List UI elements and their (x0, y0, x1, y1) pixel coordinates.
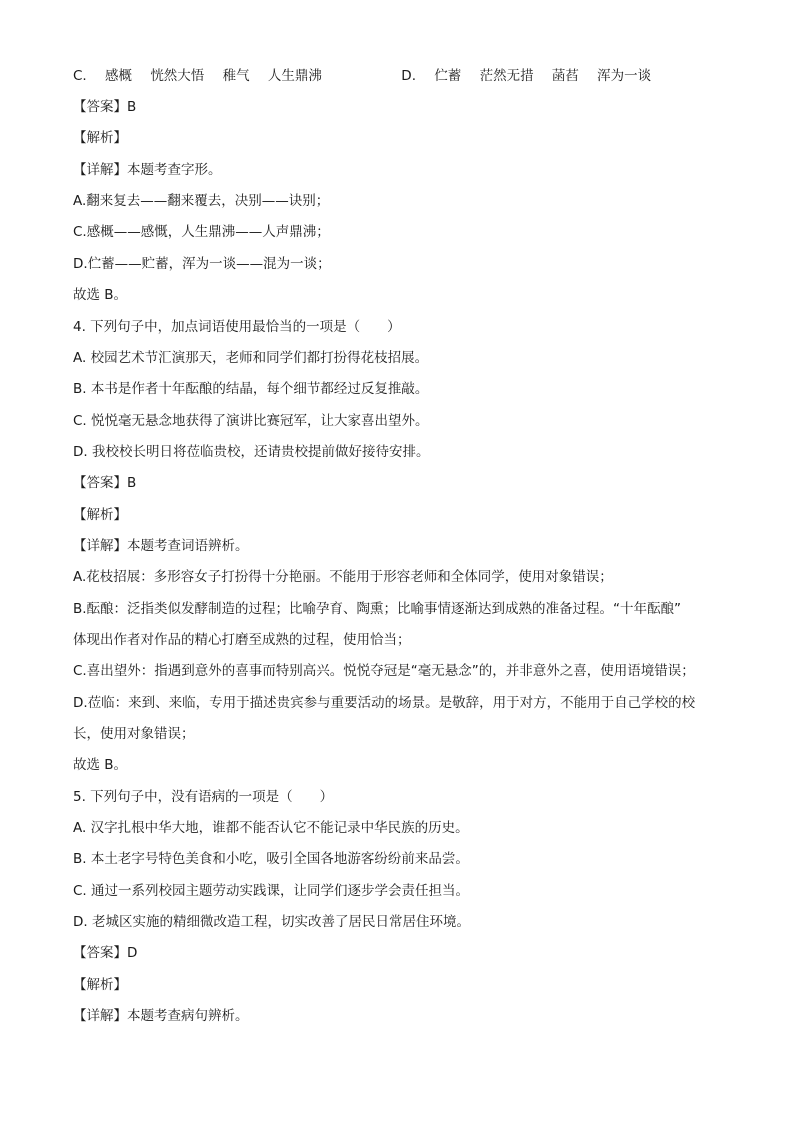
option-c (73, 67, 397, 85)
question-4-option-b: B. 本书是作者十年酝酿的结晶，每个细节都经过反复推敲。 (73, 381, 429, 397)
question-4-title: 4. 下列句子中，加点词语使用最恰当的一项是（ ） (73, 319, 401, 335)
detail-text: 长，使用对象错误； (73, 726, 195, 742)
question-4-option-d: D. 我校校长明日将莅临贵校，还请贵校提前做好接待安排。 (73, 444, 430, 460)
question-4-option-a: A. 校园艺术节汇演那天，老师和同学们都打扮得花枝招展。 (73, 350, 429, 366)
detail-text: D.莅临：来到、来临，专用于描述贵宾参与重要活动的场景。是敬辞，用于对方，不能用于自己学校的校 (73, 695, 696, 711)
option-c-word-1: 感概 (105, 68, 133, 84)
question-5-option-c: C. 通过一系列校园主题劳动实践课，让同学们逐步学会责任担当。 (73, 883, 470, 899)
question-5-title: 5. 下列句子中，没有语病的一项是（ ） (73, 789, 334, 805)
detail-text: A.花枝招展：多形容女子打扮得十分艳丽。不能用于形容老师和全体同学，使用对象错误； (73, 569, 613, 585)
question-5-option-b: B. 本土老字号特色美食和小吃，吸引全国各地游客纷纷前来品尝。 (73, 851, 469, 867)
detail-text: B.酝酿：泛指类似发酵制造的过程；比喻孕育、陶熏；比喻事情逐渐达到成熟的准备过程。“十年酝酿” (73, 601, 682, 617)
option-c-word-4: 人生鼎沸 (267, 68, 322, 84)
option-d-label: D. (401, 68, 416, 84)
detail-text: 体现出作者对作品的精心打磨至成熟的过程，使用恰当； (73, 632, 411, 648)
option-d-word-4: 浑为一谈 (597, 68, 652, 84)
detail-text: C.感概——感慨，人生鼎沸——人声鼎沸； (73, 224, 330, 240)
question-4-option-c: C. 悦悦毫无悬念地获得了演讲比赛冠军，让大家喜出望外。 (73, 413, 429, 429)
detail-text: 【详解】本题考查病句辨析。 (73, 1008, 249, 1024)
analysis-label: 【解析】 (73, 130, 127, 146)
conclusion-text: 故选 B。 (73, 287, 128, 303)
detail-text: C.喜出望外：指遇到意外的喜事而特别高兴。悦悦夺冠是“毫无悬念”的，并非意外之喜，使用语境错误； (73, 663, 695, 679)
option-d-word-3: 菡萏 (551, 68, 579, 84)
detail-text: 【详解】本题考查字形。 (73, 162, 222, 178)
detail-text: D.伫蓄——贮蓄，浑为一谈——混为一谈； (73, 256, 331, 272)
question-5-option-a: A. 汉字扎根中华大地，谁都不能否认它不能记录中华民族的历史。 (73, 820, 469, 836)
option-c-label: C. (73, 68, 87, 84)
answer-label: 【答案】B (73, 475, 137, 491)
answer-label: 【答案】B (73, 99, 137, 115)
option-c-word-2: 恍然大悟 (150, 68, 205, 84)
answer-label: 【答案】D (73, 945, 138, 961)
analysis-label: 【解析】 (73, 507, 127, 523)
option-d-word-1: 伫蓄 (434, 68, 462, 84)
detail-text: A.翻来复去——翻来覆去，决别——诀别； (73, 193, 330, 209)
question-5-option-d: D. 老城区实施的精细微改造工程，切实改善了居民日常居住环境。 (73, 914, 470, 930)
option-d (401, 67, 651, 85)
analysis-label: 【解析】 (73, 977, 127, 993)
conclusion-text: 故选 B。 (73, 757, 128, 773)
options-row-c-d (73, 67, 724, 85)
detail-text: 【详解】本题考查词语辨析。 (73, 538, 249, 554)
option-c-word-3: 稚气 (222, 68, 250, 84)
option-d-word-2: 茫然无措 (479, 68, 534, 84)
